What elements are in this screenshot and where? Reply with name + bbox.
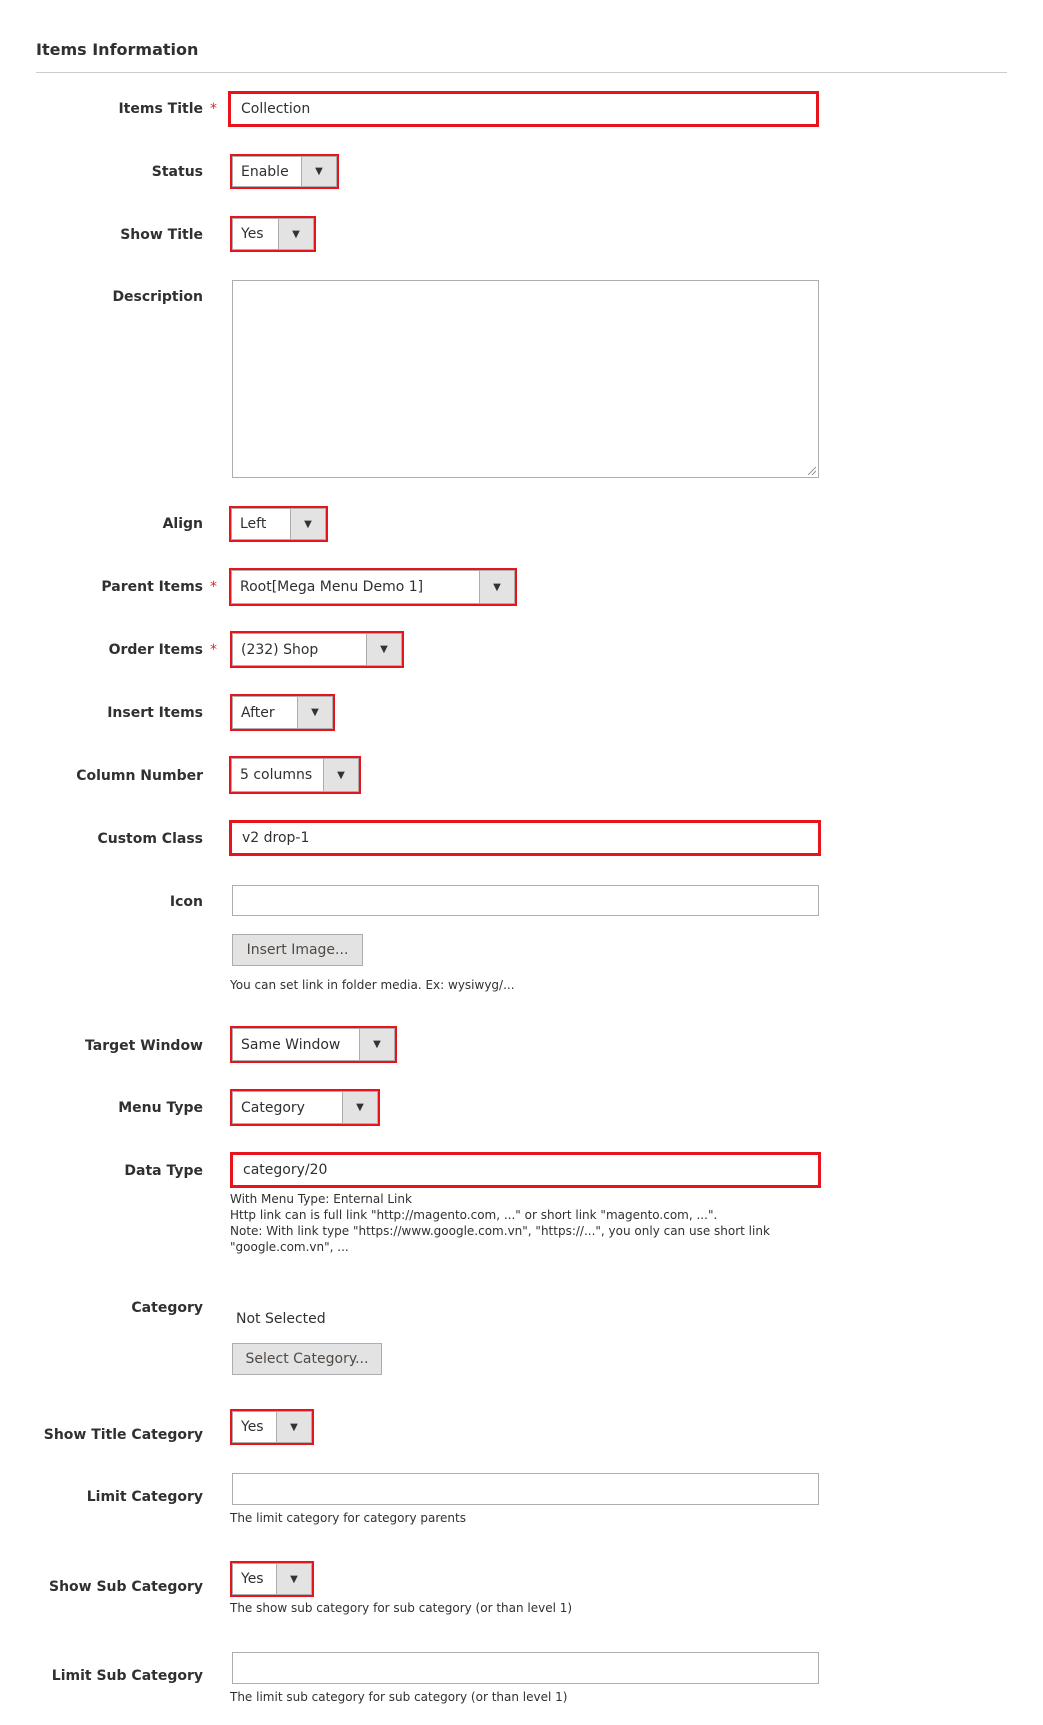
insert-items-label: Insert Items [107, 705, 203, 721]
order-items-select[interactable] [232, 633, 402, 666]
limit-category-input[interactable] [232, 1473, 819, 1505]
parent-items-value: Root[Mega Menu Demo 1] [240, 579, 424, 595]
limit-category-note: The limit category for category parents [230, 1511, 466, 1525]
section-divider [36, 72, 1007, 73]
required-mark: * [210, 579, 217, 595]
data-type-note [230, 1191, 790, 1255]
chevron-down-icon: ▼ [366, 634, 401, 665]
show-sub-category-label: Show Sub Category [49, 1579, 203, 1595]
show-sub-category-select[interactable] [232, 1563, 312, 1595]
show-title-category-value: Yes [241, 1419, 264, 1435]
chevron-down-icon: ▼ [297, 697, 332, 728]
chevron-down-icon: ▼ [479, 571, 514, 603]
column-number-label: Column Number [76, 768, 203, 784]
data-type-note-line3: Note: With link type "https://www.google.com.vn", "https://...", you only can use short link "google.com.vn", ... [230, 1224, 770, 1254]
parent-items-select[interactable] [231, 570, 515, 604]
insert-items-value: After [241, 704, 275, 721]
target-window-select[interactable] [232, 1028, 395, 1061]
select-category-button[interactable]: Select Category... [232, 1343, 382, 1375]
chevron-down-icon: ▼ [301, 157, 336, 186]
chevron-down-icon: ▼ [342, 1092, 377, 1123]
description-label: Description [112, 289, 203, 305]
order-items-label: Order Items [108, 642, 203, 658]
chevron-down-icon: ▼ [359, 1029, 394, 1060]
data-type-note-line1: With Menu Type: Enternal Link [230, 1192, 412, 1206]
align-label: Align [162, 516, 203, 532]
align-value: Left [240, 516, 267, 532]
category-label: Category [131, 1300, 203, 1316]
limit-category-label: Limit Category [86, 1489, 203, 1505]
chevron-down-icon: ▼ [276, 1564, 311, 1594]
chevron-down-icon: ▼ [276, 1412, 311, 1442]
show-sub-category-value: Yes [241, 1571, 264, 1587]
chevron-down-icon: ▼ [323, 759, 358, 791]
parent-items-label: Parent Items [101, 579, 203, 595]
show-title-category-select[interactable] [232, 1411, 312, 1443]
limit-sub-category-note: The limit sub category for sub category (or than level 1) [230, 1690, 568, 1704]
status-value: Enable [241, 163, 289, 180]
column-number-select[interactable] [231, 758, 359, 792]
order-items-value: (232) Shop [241, 641, 319, 658]
align-select[interactable] [231, 508, 326, 540]
insert-items-select[interactable] [232, 696, 333, 729]
chevron-down-icon: ▼ [290, 509, 325, 539]
show-title-select[interactable] [232, 218, 314, 250]
data-type-note-line2: Http link can is full link "http://magento.com, ..." or short link "magento.com, ...". [230, 1208, 718, 1222]
show-sub-category-note: The show sub category for sub category (or than level 1) [230, 1601, 573, 1615]
target-window-value: Same Window [241, 1036, 341, 1053]
required-mark: * [210, 101, 217, 117]
chevron-down-icon: ▼ [278, 219, 313, 249]
category-value: Not Selected [236, 1311, 326, 1327]
custom-class-input[interactable]: v2 drop-1 [231, 822, 819, 854]
limit-sub-category-label: Limit Sub Category [51, 1668, 203, 1684]
icon-note: You can set link in folder media. Ex: wysiwyg/... [230, 978, 515, 992]
insert-image-button[interactable]: Insert Image... [232, 934, 363, 966]
target-window-label: Target Window [85, 1038, 203, 1054]
items-title-label: Items Title [118, 101, 203, 117]
limit-sub-category-input[interactable] [232, 1652, 819, 1684]
resize-grip-icon[interactable] [808, 467, 816, 475]
icon-label: Icon [169, 894, 203, 910]
data-type-input[interactable]: category/20 [232, 1154, 819, 1186]
menu-type-select[interactable] [232, 1091, 378, 1124]
show-title-value: Yes [241, 226, 264, 242]
show-title-label: Show Title [120, 227, 203, 243]
custom-class-label: Custom Class [97, 831, 203, 847]
show-title-category-label: Show Title Category [43, 1427, 203, 1443]
menu-type-label: Menu Type [118, 1100, 203, 1116]
status-label: Status [151, 164, 203, 180]
column-number-value: 5 columns [240, 767, 313, 783]
section-title: Items Information [36, 40, 199, 59]
items-title-input[interactable]: Collection [230, 93, 817, 125]
required-mark: * [210, 642, 217, 658]
menu-type-value: Category [241, 1099, 305, 1116]
data-type-label: Data Type [124, 1163, 203, 1179]
icon-input[interactable] [232, 885, 819, 916]
status-select[interactable] [232, 156, 337, 187]
description-textarea[interactable] [232, 280, 819, 478]
